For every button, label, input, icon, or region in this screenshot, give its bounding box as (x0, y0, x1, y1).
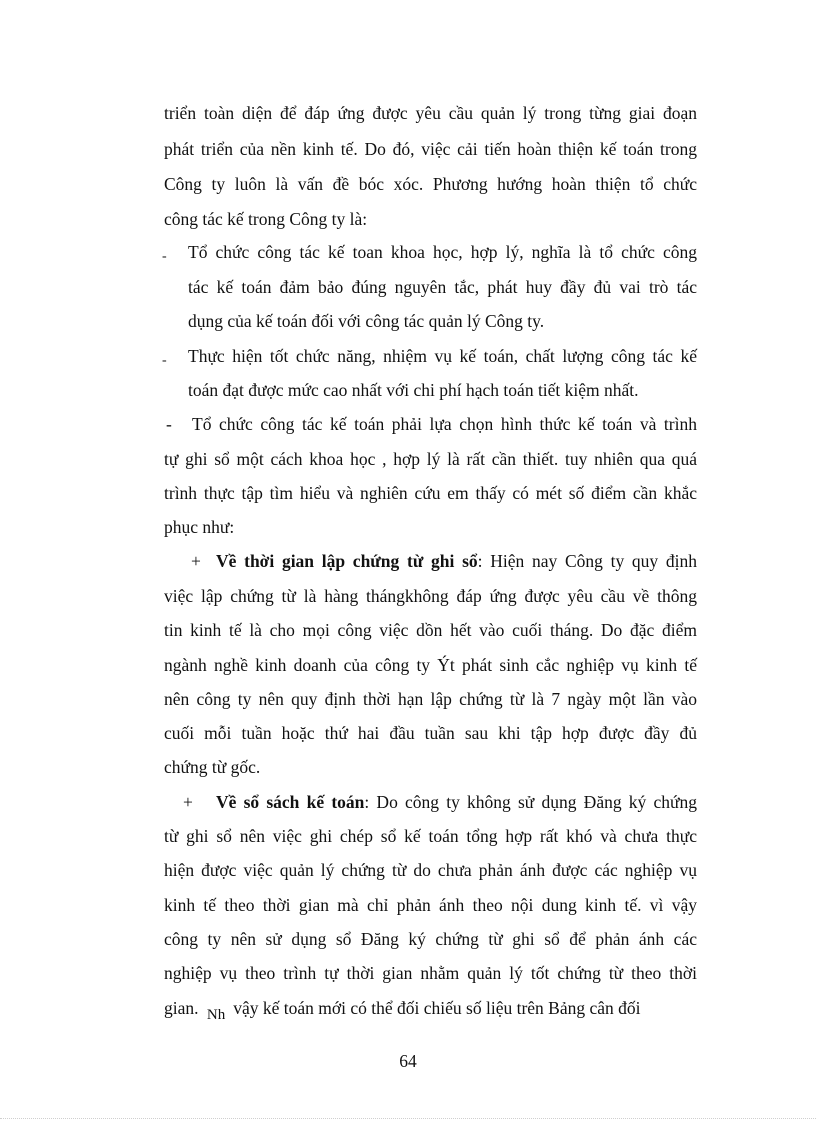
paragraph-line: kinh tế theo thời gian mà chỉ phản ánh theo nội dung kinh tế. vì vậy (164, 895, 697, 915)
paragraph-line: hiện được việc quản lý chứng từ do chưa phản ánh được các nghiệp vụ (164, 860, 697, 880)
plus-marker: + (183, 792, 193, 812)
section2-first-line (216, 790, 697, 814)
section1-heading: Về thời gian lập chứng từ ghi sổ (216, 551, 478, 571)
last-line-part-a: gian. (164, 998, 199, 1018)
section2-heading: Về sổ sách kế toán (216, 792, 365, 812)
bullet-line: Tổ chức công tác kế toan khoa học, hợp lý, nghĩa là tổ chức công (188, 242, 697, 262)
paragraph-line: triển toàn diện để đáp ứng được yêu cầu quản lý trong từng giai đoạn (164, 103, 697, 123)
page-bottom-border (0, 1118, 816, 1119)
plus-marker: + (191, 551, 201, 571)
paragraph-line: tự ghi sổ một cách khoa học , hợp lý là rất cần thiết. tuy nhiên qua quá (164, 449, 697, 469)
section2-first-rest: : Do công ty không sử dụng Đăng ký chứng (364, 792, 697, 812)
bullet-line: Thực hiện tốt chức năng, nhiệm vụ kế toán, chất lượng công tác kế (188, 346, 697, 366)
section1-first-line (216, 549, 697, 573)
paragraph-line: chứng từ gốc. (164, 757, 261, 777)
section1-first-rest: : Hiện nay Công ty quy định (477, 551, 697, 571)
paragraph-last-line (164, 996, 697, 1022)
bullet-line: tác kế toán đảm bảo đúng nguyên tắc, phát huy đầy đủ vai trò tác (188, 277, 697, 297)
paragraph-line: tin kinh tế là cho mọi công việc dồn hết vào cuối tháng. Do đặc điểm (164, 620, 697, 640)
bullet-marker: - (162, 249, 167, 264)
paragraph-line: trình thực tập tìm hiểu và nghiên cứu em thấy có mét số điểm cần khắc (164, 483, 697, 503)
paragraph-line: ngành nghề kinh doanh của công ty Ýt phát sinh cắc nghiệp vụ kinh tế (164, 655, 697, 675)
dash-marker: - (166, 414, 172, 434)
paragraph-line: công ty nên sử dụng sổ Đăng ký chứng từ ghi sổ để phản ánh các (164, 929, 697, 949)
paragraph-line: phục như: (164, 517, 235, 537)
page-number: 64 (399, 1051, 417, 1071)
paragraph-line: Công ty luôn là vấn đề bóc xóc. Phương hướng hoàn thiện tổ chức (164, 174, 697, 194)
paragraph-line: nên công ty nên quy định thời hạn lập chứng từ là 7 ngày một lần vào (164, 689, 697, 709)
paragraph-line: việc lập chứng từ là hàng thángkhông đáp ứng được yêu cầu về thông (164, 586, 697, 606)
paragraph-line: từ ghi sổ nên việc ghi chép sổ kế toán tổng hợp rất khó và chưa thực (164, 826, 697, 846)
paragraph-line: phát triển của nền kinh tế. Do đó, việc cải tiến hoàn thiện kế toán trong (164, 139, 697, 159)
bullet-marker: - (162, 353, 167, 368)
bullet-line: dụng của kế toán đối với công tác quản lý Công ty. (188, 311, 545, 331)
paragraph-line: công tác kế trong Công ty là: (164, 209, 368, 229)
paragraph-line: nghiệp vụ theo trình tự thời gian nhằm quản lý tốt chứng từ theo thời (164, 963, 697, 983)
bullet-line: toán đạt được mức cao nhất với chi phí hạch toán tiết kiệm nhất. (188, 380, 639, 400)
dash-item-first-line: Tổ chức công tác kế toán phải lựa chọn hình thức kế toán và trình (192, 414, 697, 434)
paragraph-line: cuối mỗi tuần hoặc thứ hai đầu tuần sau khi tập hợp được đầy đủ (164, 723, 697, 743)
last-line-part-c: vậy kế toán mới có thể đối chiếu số liệu trên Bảng cân đối (233, 998, 641, 1018)
last-line-part-b: Nh (206, 1007, 226, 1023)
